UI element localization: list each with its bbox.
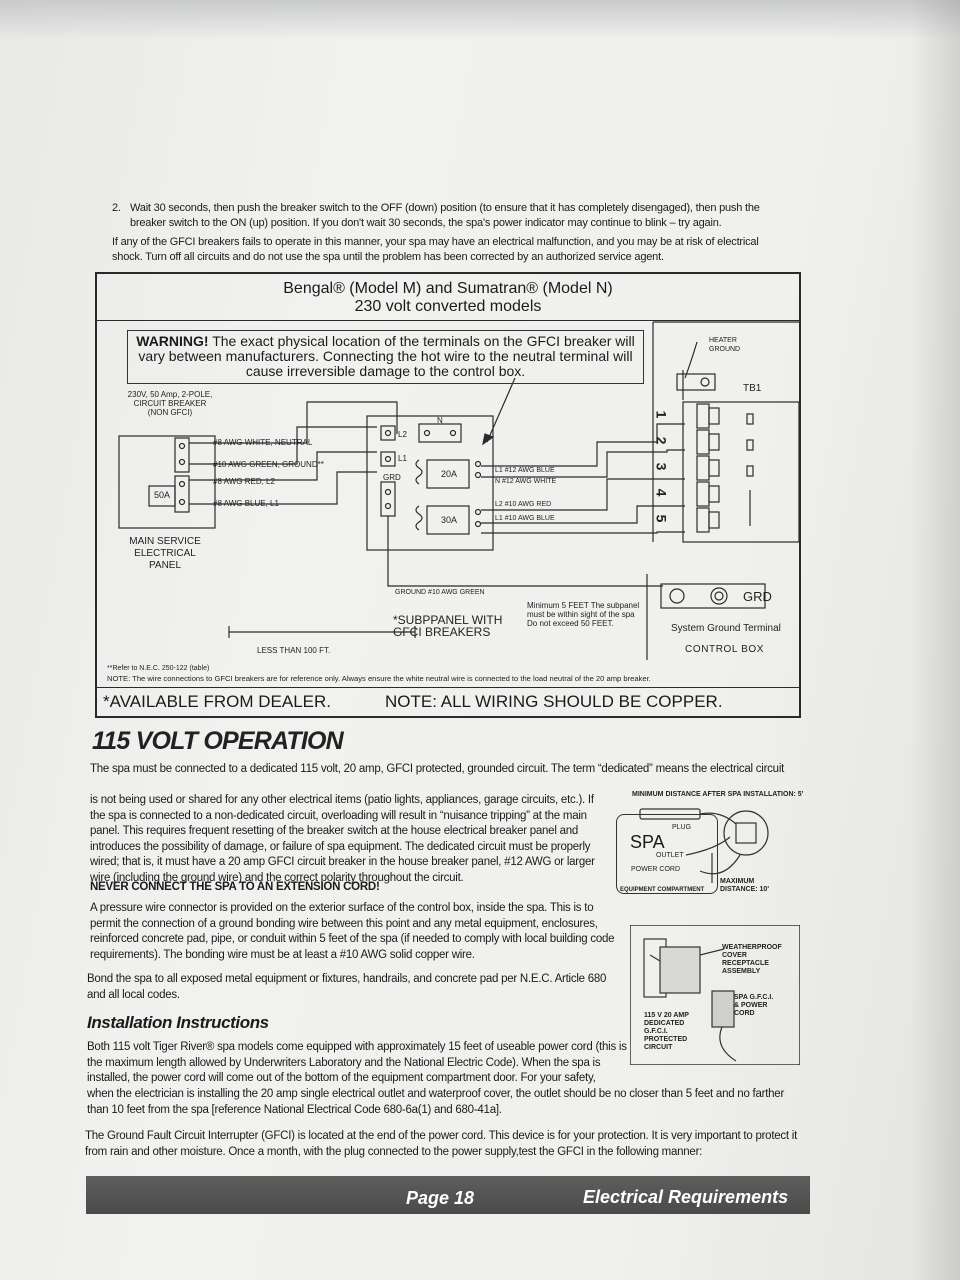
less-than-100ft: LESS THAN 100 FT.	[257, 646, 331, 655]
page-number: Page 18	[406, 1188, 475, 1208]
wire-blue-l1: #8 AWG BLUE, L1	[213, 499, 279, 508]
terminal-4: 4	[653, 488, 670, 497]
out-n-white12: N #12 AWG WHITE	[495, 478, 557, 485]
breaker-50a: 50A	[154, 490, 171, 500]
plug-label: PLUG	[672, 824, 692, 831]
para-bond-spa: Bond the spa to all exposed metal equipment or fixtures, handrails, and concrete pad per N.E.C. Article 680 and all local codes.	[87, 973, 607, 1001]
connection-note: NOTE: The wire connections to GFCI breakers are for reference only. Always ensure the white neutral wire is connected to the load neutral of the 20 amp breaker.	[107, 674, 651, 683]
subpanel-label: *SUBPPANEL WITH GFCI BREAKERS	[393, 613, 503, 639]
terminal-3: 3	[653, 462, 670, 471]
sub-grd: GRD	[383, 473, 401, 482]
nec-reference: **Refer to N.E.C. 250-122 (table)	[107, 665, 210, 672]
copper-note: NOTE: ALL WIRING SHOULD BE COPPER.	[385, 692, 723, 711]
sub-l2: L2	[398, 430, 407, 439]
terminal-1: 1	[653, 410, 670, 419]
out-l2-red10: L2 #10 AWG RED	[495, 501, 552, 508]
outlet-label: OUTLET	[656, 852, 684, 859]
sub-n: N	[437, 416, 443, 425]
out-l1-blue10: L1 #10 AWG BLUE	[495, 515, 555, 522]
equipment-compartment-label: EQUIPMENT COMPARTMENT	[620, 887, 705, 893]
cover-receptacle-label: WEATHERPROOF COVER RECEPTACLE ASSEMBLY	[722, 944, 782, 975]
page-right-shadow	[910, 0, 960, 1280]
breaker-label: 230V, 50 Amp, 2-POLE, CIRCUIT BREAKER (NON GFCI)	[127, 390, 213, 417]
main-service-panel-label: MAIN SERVICE ELECTRICAL PANEL	[129, 536, 201, 571]
spa-label: SPA	[630, 832, 665, 852]
heater-ground-label: HEATER GROUND	[709, 337, 741, 353]
wiring-diagram	[95, 272, 801, 718]
out-l1-blue12: L1 #12 AWG BLUE	[495, 467, 555, 474]
breaker-30a: 30A	[441, 515, 458, 525]
system-ground-label: System Ground Terminal	[671, 623, 781, 634]
page-top-shadow	[0, 0, 960, 40]
wire-green-ground: #10 AWG GREEN, GROUND**	[213, 460, 324, 469]
para-bonding-connector: A pressure wire connector is provided on the exterior surface of the control box, inside the spa. This is to permit the connection of a ground bonding wire between this point and any metal equipment, enclosures, reinforced concrete pad, pipe, or conduit within 5 feet of the spa (if needed to comply with local building code requirements). The bonding wire must be at least a #10 AWG solid copper wire.	[90, 902, 615, 961]
circuit-label: 115 V 20 AMP DEDICATED G.F.C.I. PROTECTED CIRCUIT	[644, 1012, 689, 1051]
spa-gfci-label: SPA G.F.C.I. & POWER CORD	[734, 994, 774, 1017]
ground-green-label: GROUND #10 AWG GREEN	[395, 589, 485, 596]
warning-text: The exact physical location of the terminals on the GFCI breaker will vary between manufacturers. Connecting the hot wire to the neutral terminal will cause irreversible damage to the control box.	[138, 333, 635, 379]
para-dedicated: is not being used or shared for any other electrical items (patio lights, appliances, garage circuits, etc.). If the spa is connected to a non-dedicated circuit, overloading will result in “nuisance tripping” at the main panel. This requires frequent resetting of the breaker switch at the house electrical breaker panel and introduces the possibility of damage, or failure of spa equipment. The dedicated circuit must be properly wired; that is, it must have a 20 amp GFCI circuit breaker in the house breaker panel, #12 AWG or larger wire (including the ground wire) and the correct polarity throughout the circuit.	[90, 794, 595, 884]
control-box-label: CONTROL BOX	[685, 644, 765, 655]
inset-min-distance: MINIMUM DISTANCE AFTER SPA INSTALLATION: 5'	[632, 791, 804, 798]
power-cord-label: POWER CORD	[631, 866, 680, 873]
section-heading-115v: 115 VOLT OPERATION	[92, 727, 343, 755]
installation-heading: Installation Instructions	[87, 1013, 269, 1032]
para-outlet-distance: when the electrician is installing the 20 amp single electrical outlet and waterproof cover, the outlet should be no closer than 5 feet and no farther than 10 feet from the spa [reference National Electrical Code 680-6a(1) and 680-41a].	[87, 1088, 785, 1116]
available-from-dealer: *AVAILABLE FROM DEALER.	[103, 692, 331, 711]
step-2	[112, 201, 762, 231]
wire-red-l2: #8 AWG RED, L2	[213, 477, 275, 486]
breaker-20a: 20A	[441, 469, 458, 479]
warning-box	[127, 330, 644, 384]
para-gfci-location: The Ground Fault Circuit Interrupter (GFCI) is located at the end of the power cord. This device is for your protection. It is very important to protect it from rain and other moisture. Once a month, with the plug connected to the power supply,test the GFCI in the following manner:	[85, 1130, 798, 1158]
min-distance-note: Minimum 5 FEET The subpanel must be within sight of the spa Do not exceed 50 FEET.	[527, 601, 640, 628]
step-2-number: 2.	[112, 202, 121, 214]
terminal-5: 5	[653, 514, 670, 523]
grd-label: GRD	[743, 589, 772, 604]
tb1-label: TB1	[743, 383, 762, 394]
step-2-text: Wait 30 seconds, then push the breaker switch to the OFF (down) position (to ensure that it has completely disengaged), then push the breaker switch to the ON (up) position. If you don't wait 30 seconds, the spa's power indicator may continue to blink – try again.	[130, 202, 760, 229]
diagram-footer	[97, 687, 799, 716]
terminal-2: 2	[653, 436, 670, 445]
sub-l1: L1	[398, 454, 407, 463]
warning-label: WARNING!	[136, 333, 209, 349]
footer-section-title: Electrical Requirements	[583, 1187, 789, 1207]
diagram-title-line1: Bengal® (Model M) and Sumatran® (Model N)	[283, 280, 613, 297]
max-distance-label: MAXIMUM DISTANCE: 10'	[720, 878, 769, 893]
para-power-cord: Both 115 volt Tiger River® spa models come equipped with approximately 15 feet of useable power cord (this is the maximum length allowed by Underwriters Laboratory and the National Electric Code). When the spa is installed, the power cord will come out of the bottom of the equipment compartment door. For your safety,	[87, 1041, 627, 1084]
gfci-failure-note: If any of the GFCI breakers fails to operate in this manner, your spa may have an electrical malfunction, and you may be at risk of electrical shock. Turn off all circuits and do not use the spa until the problem has been corrected by an authorized service agent.	[112, 236, 759, 263]
diagram-title-line2: 230 volt converted models	[354, 298, 542, 315]
para-dedicated-line1: The spa must be connected to a dedicated 115 volt, 20 amp, GFCI protected, grounded circuit. The term “dedicated” means the electrical circuit	[90, 763, 785, 775]
extension-cord-warning: NEVER CONNECT THE SPA TO AN EXTENSION CORD!	[90, 881, 380, 893]
wire-white-neutral: #8 AWG WHITE, NEUTRAL	[213, 438, 313, 447]
